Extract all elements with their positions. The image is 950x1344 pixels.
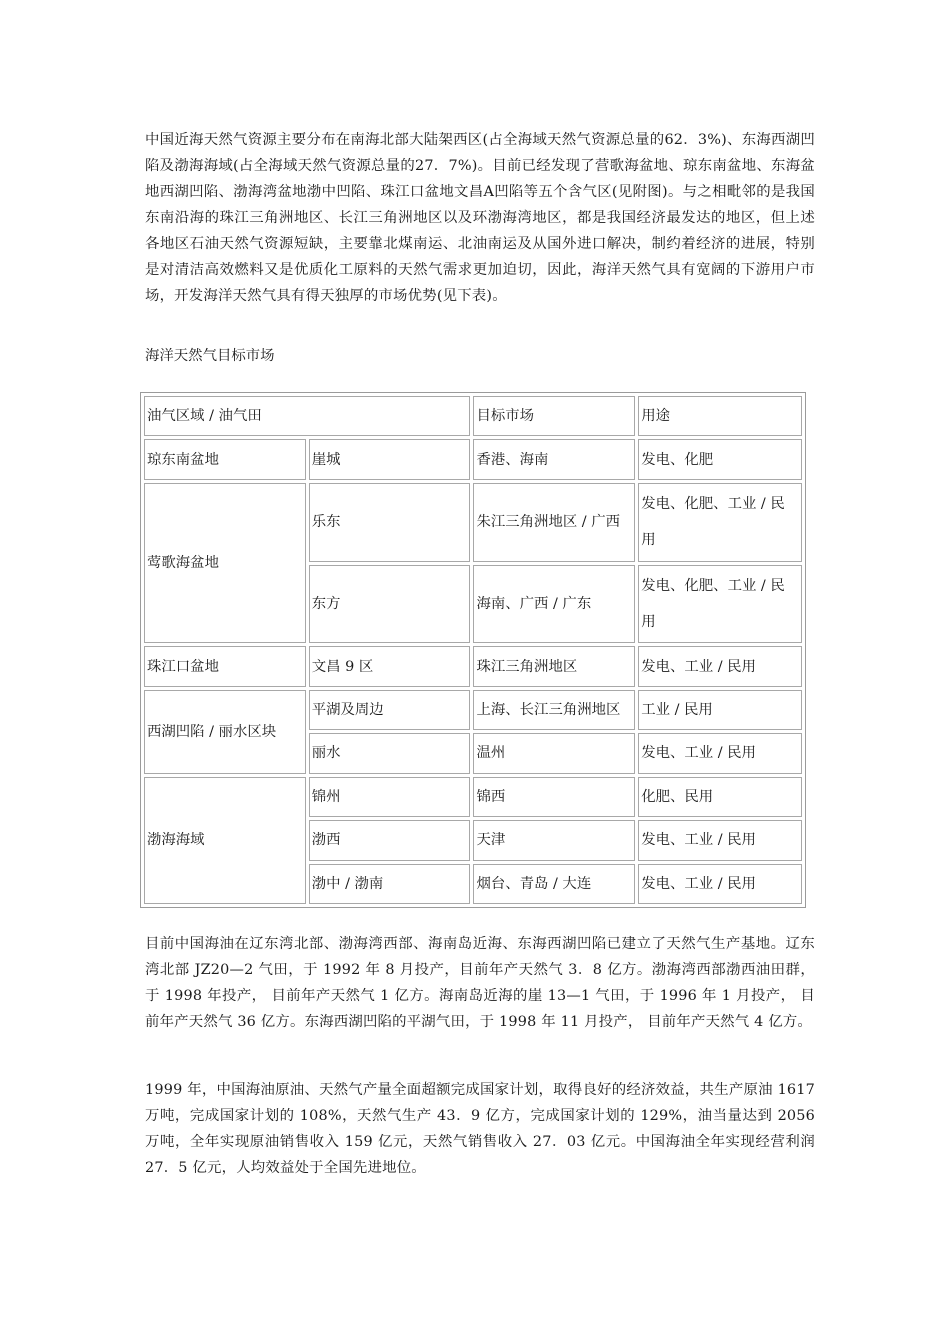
table-row (144, 439, 802, 479)
cell-usage: 工业 / 民用 (638, 690, 802, 730)
cell-market: 上海、长江三角洲地区 (473, 690, 635, 730)
cell-market: 香港、海南 (473, 439, 635, 479)
cell-usage: 发电、化肥 (638, 439, 802, 479)
cell-market: 烟台、青岛 / 大连 (473, 864, 635, 904)
cell-market: 海南、广西 / 广东 (473, 565, 635, 644)
table-row (144, 646, 802, 686)
cell-market: 珠江三角洲地区 (473, 646, 635, 686)
cell-usage: 发电、工业 / 民用 (638, 820, 802, 860)
table-header-row (144, 396, 802, 436)
production-paragraph: 目前中国海油在辽东湾北部、渤海湾西部、海南岛近海、东海西湖凹陷已建立了天然气生产基地。辽东湾北部 JZ20—2 气田，于 1992 年 8 月投产，目前年产天然气 3．8 亿方。渤海湾西部渤西油田群，于 1998 年投产， 目前年产天然气 1 亿方。海南岛近海的崖 13—1 气田，于 1996 年 1 月投产， 目前年产天然气 36 亿方。东海西湖凹陷的平湖气田，于 1998 年 11 月投产， 目前年产天然气 4 亿方。 (145, 936, 815, 1030)
cell-market: 温州 (473, 733, 635, 773)
header-region: 油气区域 / 油气田 (144, 396, 470, 436)
target-market-table (140, 392, 806, 908)
cell-usage: 发电、工业 / 民用 (638, 646, 802, 686)
cell-field: 东方 (309, 565, 471, 644)
header-market: 目标市场 (473, 396, 635, 436)
cell-region: 西湖凹陷 / 丽水区块 (144, 690, 306, 774)
table-row (144, 777, 802, 817)
cell-usage: 发电、工业 / 民用 (638, 733, 802, 773)
cell-field: 锦州 (309, 777, 471, 817)
table-row (144, 690, 802, 730)
cell-market: 锦西 (473, 777, 635, 817)
intro-paragraph: 中国近海天然气资源主要分布在南海北部大陆架西区(占全海域天然气资源总量的62．3%)、东海西湖凹陷及渤海海域(占全海域天然气资源总量的27．7%)。目前已经发现了营歌海盆地、琼东南盆地、东海盆地西湖凹陷、渤海湾盆地渤中凹陷、珠江口盆地文昌A凹陷等五个含气区(见附图)。与之相毗邻的是我国东南沿海的珠江三角洲地区、长江三角洲地区以及环渤海湾地区，都是我国经济最发达的地区，但上述各地区石油天然气资源短缺，主要靠北煤南运、北油南运及从国外进口解决，制约着经济的进展，特别是对清洁高效燃料又是优质化工原料的天然气需求更加迫切，因此，海洋天然气具有宽阔的下游用户市场，开发海洋天然气具有得天独厚的市场优势(见下表)。 (145, 132, 815, 304)
cell-market: 天津 (473, 820, 635, 860)
table-row (144, 483, 802, 562)
cell-usage: 化肥、民用 (638, 777, 802, 817)
cell-usage: 发电、化肥、工业 / 民用 (638, 483, 802, 562)
cell-region: 渤海海域 (144, 777, 306, 904)
table-caption: 海洋天然气目标市场 (145, 348, 275, 364)
cell-usage: 发电、化肥、工业 / 民用 (638, 565, 802, 644)
cell-field: 渤西 (309, 820, 471, 860)
cell-region: 琼东南盆地 (144, 439, 306, 479)
cell-field: 乐东 (309, 483, 471, 562)
cell-field: 渤中 / 渤南 (309, 864, 471, 904)
cell-field: 文昌 9 区 (309, 646, 471, 686)
summary-paragraph: 1999 年，中国海油原油、天然气产量全面超额完成国家计划，取得良好的经济效益，共生产原油 1617 万吨，完成国家计划的 108%，天然气生产 43．9 亿方，完成国家计划的 129%，油当量达到 2056 万吨，全年实现原油销售收入 159 亿元，天然气销售收入 27．03 亿元。中国海油全年实现经营利润 27．5 亿元，人均效益处于全国先进地位。 (145, 1082, 815, 1176)
header-usage: 用途 (638, 396, 802, 436)
cell-field: 崖城 (309, 439, 471, 479)
cell-region: 珠江口盆地 (144, 646, 306, 686)
cell-usage: 发电、工业 / 民用 (638, 864, 802, 904)
cell-market: 朱江三角洲地区 / 广西 (473, 483, 635, 562)
cell-field: 平湖及周边 (309, 690, 471, 730)
cell-region: 莺歌海盆地 (144, 483, 306, 643)
cell-field: 丽水 (309, 733, 471, 773)
